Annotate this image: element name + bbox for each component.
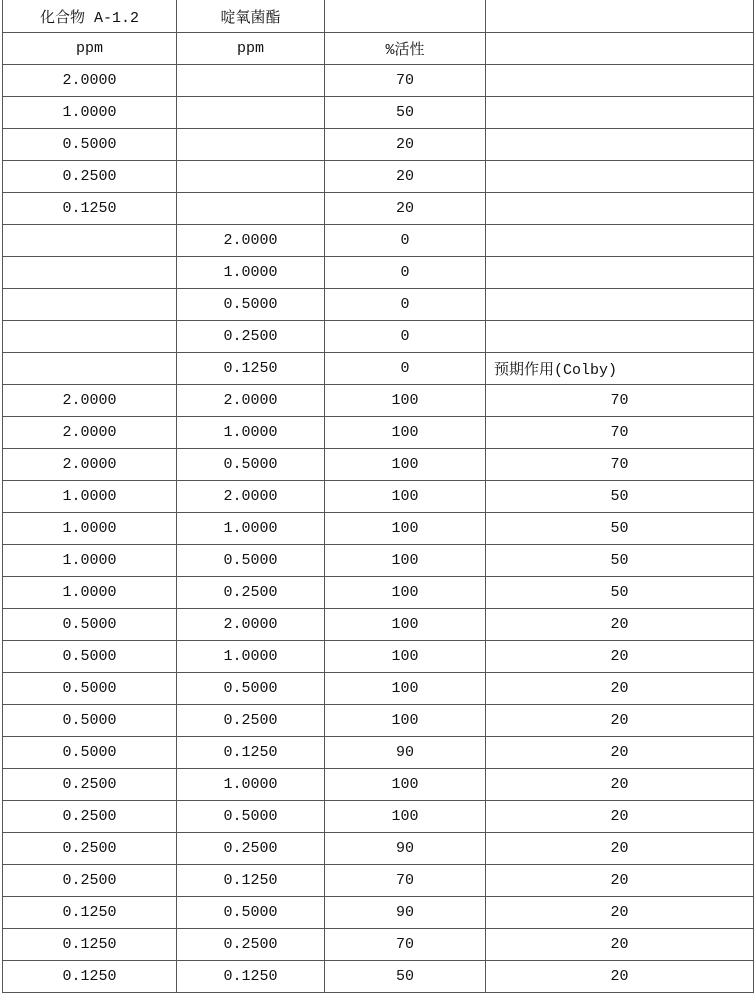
table-cell: 50 (486, 513, 754, 545)
table-cell: 1.0000 (177, 641, 325, 673)
table-cell (177, 161, 325, 193)
table-cell (486, 97, 754, 129)
table-cell: 20 (486, 897, 754, 929)
table-cell: 20 (325, 161, 486, 193)
table-cell: 100 (325, 641, 486, 673)
table-cell (486, 225, 754, 257)
table-row (3, 513, 754, 545)
table-cell (177, 97, 325, 129)
table-row (3, 897, 754, 929)
table-row (3, 225, 754, 257)
table-row (3, 289, 754, 321)
table-cell: 90 (325, 737, 486, 769)
table-cell (486, 33, 754, 65)
activity-table (2, 0, 754, 993)
table-row (3, 385, 754, 417)
table-row (3, 321, 754, 353)
table-cell (486, 0, 754, 33)
table-cell (3, 289, 177, 321)
table-cell (486, 289, 754, 321)
table-cell: 0.1250 (177, 737, 325, 769)
table-row (3, 929, 754, 961)
table-cell: 0.5000 (3, 673, 177, 705)
table-row (3, 801, 754, 833)
table-cell: 0.2500 (177, 321, 325, 353)
table-cell: 0.1250 (177, 353, 325, 385)
table-row (3, 65, 754, 97)
table-cell: 20 (486, 609, 754, 641)
table-row (3, 417, 754, 449)
table-cell: 0.5000 (177, 545, 325, 577)
table-cell: 100 (325, 417, 486, 449)
table-cell: 1.0000 (177, 417, 325, 449)
table-cell: 0.1250 (3, 193, 177, 225)
table-cell: 2.0000 (177, 481, 325, 513)
table-cell: 100 (325, 577, 486, 609)
table-cell: 70 (325, 65, 486, 97)
table-cell: 0.2500 (177, 705, 325, 737)
table-row (3, 129, 754, 161)
table-row (3, 257, 754, 289)
table-row (3, 161, 754, 193)
table-cell: 20 (486, 833, 754, 865)
table-row (3, 545, 754, 577)
table-cell: 20 (486, 705, 754, 737)
table-cell: 啶氧菌酯 (177, 0, 325, 33)
table-cell: 0.2500 (3, 769, 177, 801)
table-row (3, 641, 754, 673)
table-row (3, 577, 754, 609)
table-cell: 0 (325, 289, 486, 321)
table-cell: 2.0000 (177, 385, 325, 417)
table-cell: 0.2500 (3, 833, 177, 865)
table-cell: 2.0000 (3, 65, 177, 97)
table-cell: 50 (486, 577, 754, 609)
table-row (3, 609, 754, 641)
table-cell: 0.5000 (3, 737, 177, 769)
table-cell: 0 (325, 321, 486, 353)
table-cell: 1.0000 (3, 481, 177, 513)
table-cell: 100 (325, 705, 486, 737)
table-cell: ppm (177, 33, 325, 65)
table-cell: 1.0000 (177, 257, 325, 289)
table-cell: 70 (486, 417, 754, 449)
table-cell: 100 (325, 545, 486, 577)
table-cell: 0.1250 (3, 961, 177, 993)
table-cell: 0.1250 (177, 865, 325, 897)
table-cell: 0.2500 (3, 801, 177, 833)
table-cell: 100 (325, 609, 486, 641)
table-cell: 0 (325, 225, 486, 257)
table-row (3, 193, 754, 225)
table-cell: 0.5000 (3, 641, 177, 673)
table-cell: 1.0000 (3, 97, 177, 129)
table-cell (486, 129, 754, 161)
table-cell: 20 (486, 801, 754, 833)
table-row (3, 449, 754, 481)
table-row (3, 705, 754, 737)
table-cell: 1.0000 (3, 545, 177, 577)
table-cell: 0.2500 (3, 865, 177, 897)
table-cell: 0.5000 (3, 705, 177, 737)
table-cell: 0.5000 (3, 609, 177, 641)
table-cell (486, 193, 754, 225)
table-cell (177, 129, 325, 161)
table-cell (486, 161, 754, 193)
table-cell: 70 (325, 929, 486, 961)
table-cell: 20 (325, 129, 486, 161)
table-cell: 0 (325, 353, 486, 385)
table-row (3, 353, 754, 385)
table-cell: 100 (325, 673, 486, 705)
table-row (3, 865, 754, 897)
table-cell: 2.0000 (177, 225, 325, 257)
table-cell: ppm (3, 33, 177, 65)
table-cell (3, 353, 177, 385)
table-cell: 0.1250 (3, 897, 177, 929)
table-cell: 20 (486, 865, 754, 897)
table-cell: 0.2500 (3, 161, 177, 193)
header-row (3, 0, 754, 33)
table-cell: 0.5000 (177, 289, 325, 321)
table-cell: 70 (486, 449, 754, 481)
header-row (3, 33, 754, 65)
table-row (3, 961, 754, 993)
table-cell: 预期作用(Colby) (486, 353, 754, 385)
table-cell: 70 (325, 865, 486, 897)
table-cell: 0.1250 (3, 929, 177, 961)
table-cell: 50 (325, 961, 486, 993)
table-cell: 0.5000 (177, 673, 325, 705)
table-cell: 100 (325, 801, 486, 833)
table-cell: 0.5000 (177, 897, 325, 929)
table-cell: 90 (325, 833, 486, 865)
table-cell: 2.0000 (3, 449, 177, 481)
table-cell: 100 (325, 769, 486, 801)
table-row (3, 833, 754, 865)
table-cell (3, 321, 177, 353)
table-cell: 1.0000 (3, 513, 177, 545)
table-cell: 0 (325, 257, 486, 289)
table-row (3, 97, 754, 129)
table-cell: 0.1250 (177, 961, 325, 993)
table-cell: 0.2500 (177, 577, 325, 609)
table-cell (325, 0, 486, 33)
table-cell: 50 (325, 97, 486, 129)
table-cell (3, 257, 177, 289)
table-cell: 2.0000 (3, 385, 177, 417)
table-cell: %活性 (325, 33, 486, 65)
table-cell: 0.5000 (177, 449, 325, 481)
table-cell: 100 (325, 481, 486, 513)
table-cell: 100 (325, 513, 486, 545)
table-cell: 100 (325, 385, 486, 417)
table-cell: 0.5000 (177, 801, 325, 833)
table-cell (3, 225, 177, 257)
table-cell: 20 (486, 929, 754, 961)
table-cell: 0.2500 (177, 929, 325, 961)
table-cell: 20 (486, 769, 754, 801)
table-cell: 50 (486, 545, 754, 577)
table-row (3, 673, 754, 705)
table-cell: 1.0000 (177, 769, 325, 801)
table-cell: 2.0000 (3, 417, 177, 449)
table-cell: 20 (486, 641, 754, 673)
table-row (3, 737, 754, 769)
table-cell: 0.2500 (177, 833, 325, 865)
table-cell: 化合物 A-1.2 (3, 0, 177, 33)
table-cell: 20 (486, 673, 754, 705)
table-cell: 1.0000 (3, 577, 177, 609)
table-cell: 50 (486, 481, 754, 513)
table-cell (177, 65, 325, 97)
table-cell: 0.5000 (3, 129, 177, 161)
table-cell: 90 (325, 897, 486, 929)
table-cell: 100 (325, 449, 486, 481)
table-cell: 20 (486, 737, 754, 769)
table-cell: 20 (325, 193, 486, 225)
table-row (3, 769, 754, 801)
table-cell (177, 193, 325, 225)
table-cell (486, 321, 754, 353)
table-cell (486, 65, 754, 97)
table-cell: 70 (486, 385, 754, 417)
table-cell: 2.0000 (177, 609, 325, 641)
table-cell (486, 257, 754, 289)
table-cell: 1.0000 (177, 513, 325, 545)
table-cell: 20 (486, 961, 754, 993)
table-row (3, 481, 754, 513)
